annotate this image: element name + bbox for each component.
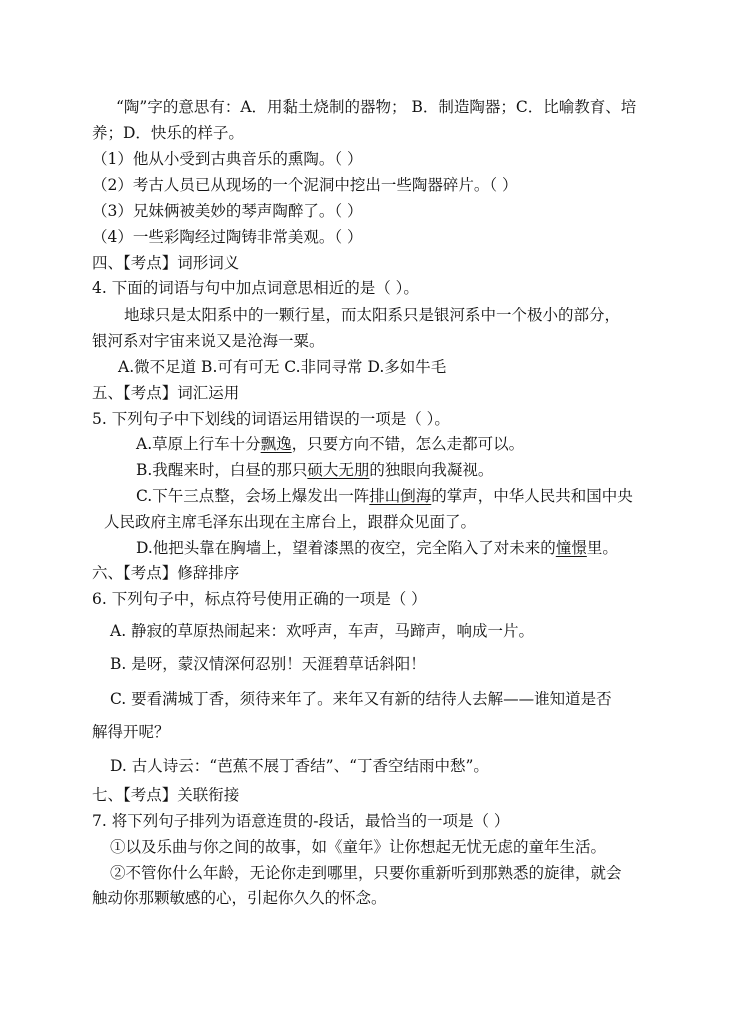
q5-a-underlined: 飘逸 <box>260 435 292 453</box>
q3-item-1: （1）他从小受到古典音乐的熏陶。（ ） <box>92 150 363 168</box>
q5-b-text: B.我醒来时，白昼的那只 <box>136 461 308 479</box>
q3-item-4: （4）一些彩陶经过陶铸非常美观。（ ） <box>92 228 363 246</box>
q7-sentence-2-line-2: 触动你那颗敏感的心，引起你久久的怀念。 <box>92 889 387 907</box>
section-4-heading: 四、【考点】词形词义 <box>92 254 240 272</box>
q6-option-a: A. 静寂的草原热闹起来：欢呼声，车声，马蹄声，响成一片。 <box>110 622 535 640</box>
q5-option-a <box>136 433 524 455</box>
q3-item-2: （2）考古人员已从现场的一个泥洞中挖出一些陶器碎片。（ ） <box>92 176 518 194</box>
q5-c-rest: 的掌声，中华人民共和国中央 <box>431 487 633 505</box>
q5-c-underlined: 排山倒海 <box>369 487 432 505</box>
q5-option-c <box>136 485 633 507</box>
q7-sentence-1: ①以及乐曲与你之间的故事，如《童年》让你想起无忧无虑的童年生活。 <box>110 838 607 856</box>
q3-item-3: （3）兄妹俩被美妙的琴声陶醉了。（ ） <box>92 202 363 220</box>
q3-intro-line-2: 养；D．快乐的样子。 <box>92 124 244 142</box>
q4-passage-line-2: 银河系对宇宙来说又是沧海一粟。 <box>92 332 325 350</box>
question-4: 4. 下面的词语与句中加点词意思相近的是（ ）。 <box>92 279 419 297</box>
question-6: 6. 下列句子中，标点符号使用正确的一项是（ ） <box>92 590 427 608</box>
q5-d-text: D.他把头靠在胸墙上，望着漆黑的夜空，完全陷入了对未来的 <box>136 539 556 557</box>
q5-b-rest: 的独眼向我凝视。 <box>369 461 494 479</box>
q6-option-b: B. 是呀，蒙汉情深何忍别！天涯碧草话斜阳！ <box>110 655 426 673</box>
q6-option-c-line-1: C. 要看满城丁香，须待来年了。来年又有新的结待人去解——谁知道是否 <box>110 690 612 708</box>
q5-a-text: A.草原上行车十分 <box>136 435 261 453</box>
q5-a-rest: ，只要方向不错，怎么走都可以。 <box>291 435 525 453</box>
q5-option-b <box>136 459 493 481</box>
question-7: 7. 将下列句子排列为语意连贯的-段话，最恰当的一项是（ ） <box>92 812 510 830</box>
q4-passage-line-1: 地球只是太阳系中的一颗行星，而太阳系只是银河系中一个极小的部分， <box>124 306 621 324</box>
q3-intro-line-1: “陶”字的意思有：A．用黏土烧制的器物； B．制造陶器；C．比喻教育、培 <box>116 98 637 116</box>
q6-option-c-line-2: 解得开呢？ <box>92 723 170 741</box>
q6-option-d: D. 古人诗云：“芭蕉不展丁香结”、“丁香空结雨中愁”。 <box>110 757 489 775</box>
section-7-heading: 七、【考点】关联衔接 <box>92 786 240 804</box>
q5-d-rest: 里。 <box>586 539 618 557</box>
q5-c-text: C.下午三点整，会场上爆发出一阵 <box>136 487 370 505</box>
q5-b-underlined: 硕大无朋 <box>307 461 370 479</box>
question-5: 5. 下列句子中下划线的词语运用错误的一项是（ ）。 <box>92 410 450 428</box>
q4-options: A.微不足道 B.可有可无 C.非同寻常 D.多如牛毛 <box>118 358 447 376</box>
q5-option-c-line-2: 人民政府主席毛泽东出现在主席台上，跟群众见面了。 <box>104 513 477 531</box>
q5-d-underlined: 憧憬 <box>555 539 587 557</box>
section-6-heading: 六、【考点】修辞排序 <box>92 564 240 582</box>
section-5-heading: 五、【考点】词汇运用 <box>92 384 240 402</box>
q7-sentence-2-line-1: ②不管你什么年龄，无论你走到哪里，只要你重新听到那熟悉的旋律，就会 <box>110 864 622 882</box>
q5-option-d <box>136 537 618 559</box>
